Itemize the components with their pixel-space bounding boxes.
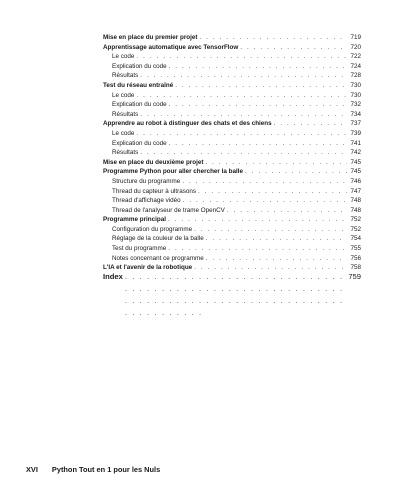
toc-entry-page-number: 752 [350, 216, 361, 224]
toc-entry-title: Résultats [112, 149, 139, 157]
toc-entry-title: Test du programme [112, 245, 167, 253]
toc-section-entry[interactable] [103, 215, 361, 225]
toc-subsection-entry[interactable] [103, 206, 361, 216]
toc-entry-page-number: 752 [350, 225, 361, 233]
toc-subsection-entry[interactable] [103, 62, 361, 72]
toc-leader-dots [136, 52, 347, 62]
toc-subsection-entry[interactable] [103, 91, 361, 101]
table-of-contents [103, 33, 361, 273]
toc-entry-page-number: 745 [350, 168, 361, 176]
toc-leader-dots [169, 100, 347, 110]
toc-entry-page-number: 756 [350, 254, 361, 262]
toc-entry-title: Explication du code [112, 62, 167, 70]
toc-leader-dots [168, 244, 347, 254]
toc-entry-page-number: 754 [350, 235, 361, 243]
toc-entry-page-number: 728 [350, 72, 361, 80]
toc-leader-dots [182, 177, 347, 187]
toc-entry-title: Explication du code [112, 139, 167, 147]
toc-leader-dots [136, 91, 347, 101]
toc-subsection-entry[interactable] [103, 244, 361, 254]
toc-leader-dots [169, 62, 347, 72]
toc-subsection-entry[interactable] [103, 177, 361, 187]
toc-entry-page-number: 722 [350, 53, 361, 61]
toc-entry-page-number: 730 [350, 91, 361, 99]
toc-entry-title: Réglage de la couleur de la balle [112, 235, 204, 243]
toc-entry-page-number: 719 [350, 34, 361, 41]
toc-subsection-entry[interactable] [103, 110, 361, 120]
toc-section-entry[interactable] [103, 158, 361, 168]
toc-entry-title: Programme principal [103, 216, 166, 224]
page-footer [26, 465, 160, 474]
toc-subsection-entry[interactable] [103, 52, 361, 62]
toc-entry-page-number: 724 [350, 62, 361, 70]
toc-leader-dots [198, 187, 347, 197]
toc-leader-dots [227, 206, 347, 216]
toc-leader-dots [206, 234, 347, 244]
toc-entry-page-number: 732 [350, 101, 361, 109]
toc-entry-title: Mise en place du premier projet [103, 34, 198, 41]
toc-entry-title: Thread d'affichage vidéo [112, 197, 181, 205]
toc-subsection-entry[interactable] [103, 139, 361, 149]
footer-page-number: XVI [26, 465, 38, 474]
toc-entry-title: Apprentissage automatique avec TensorFlow [103, 43, 239, 51]
toc-entry-page-number: 745 [350, 158, 361, 166]
toc-entry-title: Notes concernant ce programme [112, 254, 204, 262]
toc-entry-page-number: 737 [350, 120, 361, 128]
toc-entry-page-number: 720 [350, 43, 361, 51]
toc-section-entry[interactable] [103, 119, 361, 129]
toc-subsection-entry[interactable] [103, 234, 361, 244]
toc-leader-dots [245, 167, 347, 177]
toc-leader-dots [169, 139, 347, 149]
toc-subsection-entry[interactable] [103, 129, 361, 139]
toc-entry-page-number: 734 [350, 110, 361, 118]
toc-entry-page-number: 742 [350, 149, 361, 157]
toc-entry-page-number: 748 [350, 206, 361, 214]
toc-entry-title: Résultats [112, 110, 139, 118]
toc-entry-title: Configuration du programme [112, 225, 193, 233]
toc-leader-dots [194, 225, 347, 235]
toc-entry-page-number: 747 [350, 187, 361, 195]
toc-entry-title: Thread du capteur à ultrasons [112, 187, 197, 195]
toc-entry-title: Résultats [112, 72, 139, 80]
toc-subsection-entry[interactable] [103, 71, 361, 81]
toc-index-entry[interactable] [103, 271, 361, 283]
toc-entry-title: Le code [112, 91, 135, 99]
toc-entry-title: Programme Python pour aller chercher la balle [103, 168, 243, 176]
toc-subsection-entry[interactable] [103, 196, 361, 206]
toc-entry-page-number: 758 [350, 264, 361, 272]
index-page-number: 759 [348, 272, 361, 281]
toc-leader-dots [140, 110, 347, 120]
toc-entry-title: Mise en place du deuxième projet [103, 158, 204, 166]
toc-leader-dots [136, 129, 347, 139]
toc-entry-page-number: 755 [350, 245, 361, 253]
toc-entry-title: Test du réseau entraîné [103, 81, 174, 89]
toc-entry-page-number: 739 [350, 129, 361, 137]
toc-subsection-entry[interactable] [103, 254, 361, 264]
footer-book-title: Python Tout en 1 pour les Nuls [51, 465, 161, 474]
toc-subsection-entry[interactable] [103, 187, 361, 197]
toc-entry-title: L'IA et l'avenir de la robotique [103, 264, 193, 272]
toc-entry-page-number: 746 [350, 177, 361, 185]
toc-section-entry[interactable] [103, 43, 361, 53]
toc-section-entry[interactable] [103, 81, 361, 91]
toc-section-entry[interactable] [103, 33, 361, 43]
toc-subsection-entry[interactable] [103, 100, 361, 110]
toc-leader-dots [240, 43, 347, 53]
toc-subsection-entry[interactable] [103, 225, 361, 235]
toc-subsection-entry[interactable] [103, 148, 361, 158]
index-title: Index [103, 272, 123, 281]
toc-leader-dots [183, 196, 347, 206]
toc-entry-page-number: 748 [350, 197, 361, 205]
toc-leader-dots [206, 254, 347, 264]
toc-entry-title: Le code [112, 53, 135, 61]
toc-leader-dots [168, 215, 347, 225]
toc-entry-page-number: 741 [350, 139, 361, 147]
toc-entry-title: Le code [112, 129, 135, 137]
toc-entry-page-number: 730 [350, 81, 361, 89]
toc-leader-dots [199, 33, 347, 43]
index-leader-dots [125, 271, 346, 319]
toc-section-entry[interactable] [103, 167, 361, 177]
toc-leader-dots [140, 148, 347, 158]
toc-entry-title: Apprendre au robot à distinguer des chats et des chiens [103, 120, 272, 128]
toc-leader-dots [140, 71, 347, 81]
toc-entry-title: Structure du programme [112, 177, 181, 185]
toc-entry-title: Explication du code [112, 101, 167, 109]
toc-leader-dots [205, 158, 347, 168]
toc-leader-dots [274, 119, 347, 129]
toc-leader-dots [175, 81, 347, 91]
toc-entry-title: Thread de l'analyseur de trame OpenCV [112, 206, 225, 214]
